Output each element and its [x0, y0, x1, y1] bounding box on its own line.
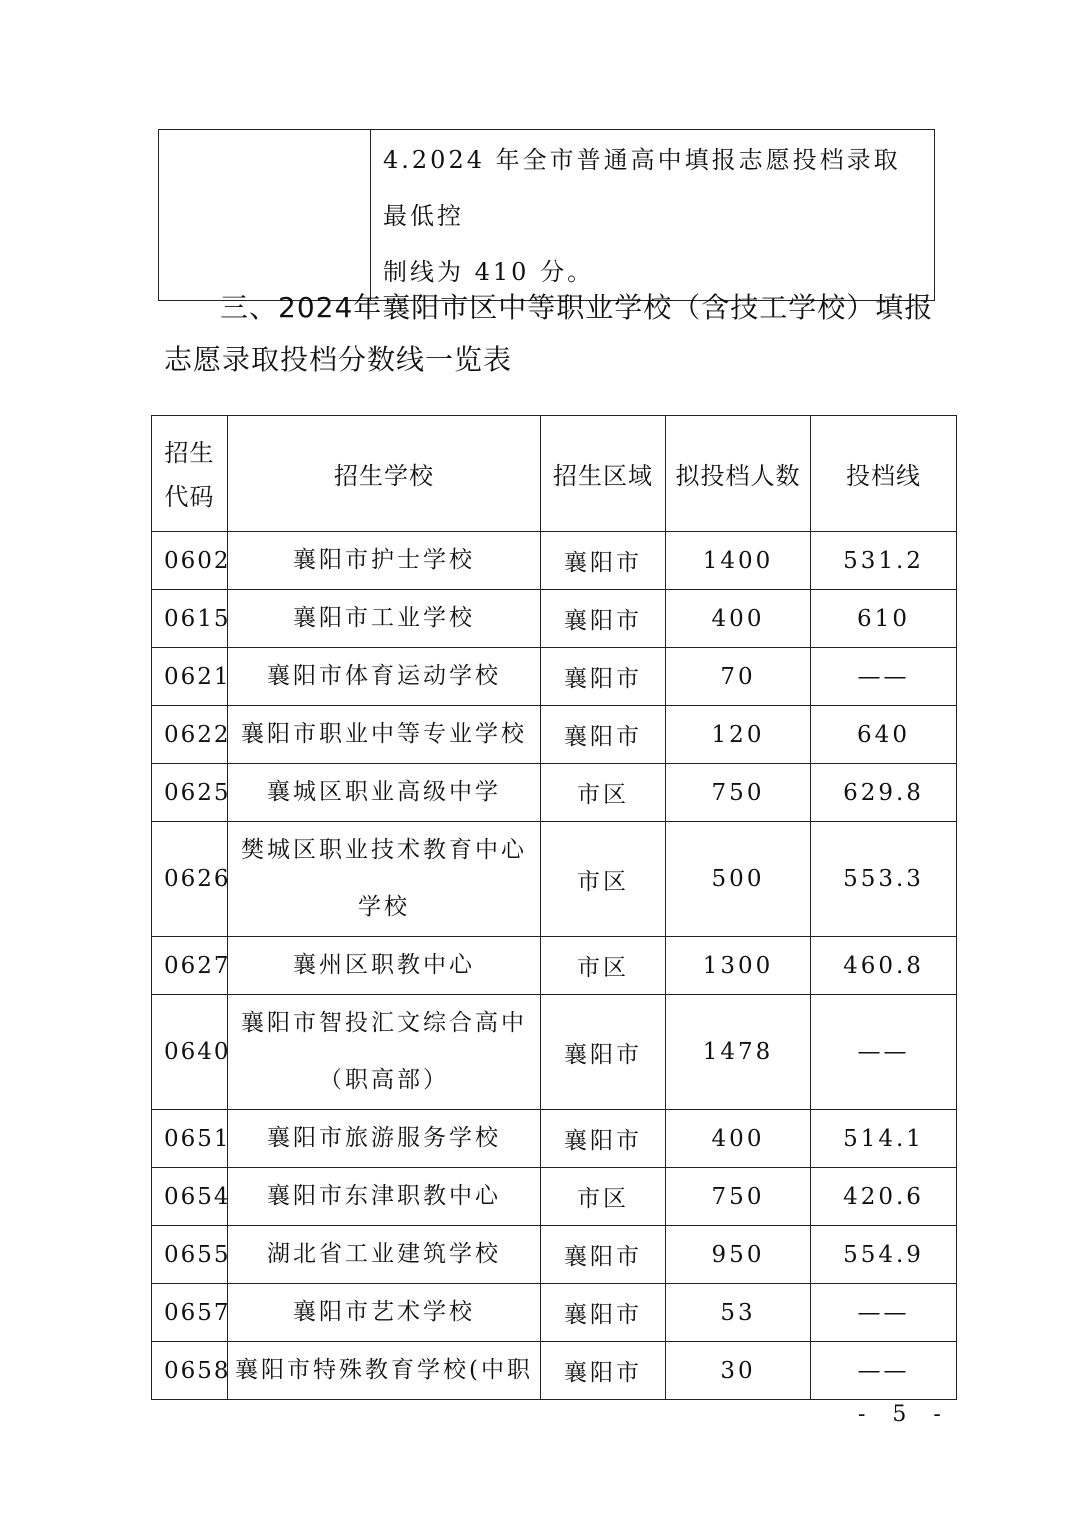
table-row: [152, 648, 957, 706]
continuation-table: [158, 129, 935, 301]
row-count: 1300: [666, 937, 811, 995]
table-row: [152, 937, 957, 995]
header-code-line-1: 招生: [164, 438, 215, 467]
row-line: ——: [811, 1284, 957, 1342]
row-school: [228, 532, 541, 590]
row-line: 629.8: [811, 764, 957, 822]
row-school-line-1: 襄阳市艺术学校: [293, 1299, 475, 1325]
row-school-line-2: （职高部）: [319, 1067, 449, 1093]
row-school: [228, 937, 541, 995]
row-count: 70: [666, 648, 811, 706]
page-number: - 5 -: [858, 1402, 951, 1427]
header-line: 投档线: [811, 416, 957, 532]
row-count: 400: [666, 1110, 811, 1168]
row-line: 610: [811, 590, 957, 648]
row-school: [228, 706, 541, 764]
continuation-note-cell: [371, 130, 935, 301]
section-heading: [164, 282, 934, 386]
header-code: [152, 416, 228, 532]
row-school: [228, 1284, 541, 1342]
row-count: 30: [666, 1342, 811, 1400]
row-count: 950: [666, 1226, 811, 1284]
row-code: 0622: [152, 706, 228, 764]
row-school-line-1: 襄阳市护士学校: [293, 547, 475, 573]
row-count: 1478: [666, 995, 811, 1110]
row-area: 市区: [541, 1168, 666, 1226]
row-count: 400: [666, 590, 811, 648]
row-school: [228, 1226, 541, 1284]
row-school-line-1: 襄阳市旅游服务学校: [267, 1125, 501, 1151]
header-code-line-2: 代码: [164, 482, 215, 511]
row-area: 襄阳市: [541, 1342, 666, 1400]
table-row: [152, 995, 957, 1110]
note-line-2: 制线为 410 分。: [383, 258, 595, 286]
row-code: 0654: [152, 1168, 228, 1226]
row-code: 0625: [152, 764, 228, 822]
row-code: 0615: [152, 590, 228, 648]
header-school: 招生学校: [228, 416, 541, 532]
row-school-line-1: 襄阳市东津职教中心: [267, 1183, 501, 1209]
row-area: 襄阳市: [541, 590, 666, 648]
row-school-line-1: 襄州区职教中心: [293, 952, 475, 978]
row-count: 500: [666, 822, 811, 937]
row-area: 襄阳市: [541, 648, 666, 706]
row-school-line-1: 襄阳市体育运动学校: [267, 663, 501, 689]
row-count: 53: [666, 1284, 811, 1342]
row-code: 0655: [152, 1226, 228, 1284]
row-school-line-1: 襄阳市特殊教育学校(中职: [235, 1357, 533, 1383]
row-school-line-1: 襄城区职业高级中学: [267, 779, 501, 805]
row-count: 750: [666, 1168, 811, 1226]
row-area: 市区: [541, 822, 666, 937]
table-row: [152, 1342, 957, 1400]
row-school-line-1: 樊城区职业技术教育中心: [241, 837, 527, 863]
row-school-line-1: 襄阳市工业学校: [293, 605, 475, 631]
row-area: 市区: [541, 764, 666, 822]
section-heading-line-1: 三、2024年襄阳市区中等职业学校（含技工学校）填报: [220, 291, 934, 324]
table-header-row: [152, 416, 957, 532]
row-count: 750: [666, 764, 811, 822]
row-area: 襄阳市: [541, 995, 666, 1110]
table-row: [152, 822, 957, 937]
row-line: ——: [811, 995, 957, 1110]
row-area: 襄阳市: [541, 1110, 666, 1168]
row-code: 0621: [152, 648, 228, 706]
row-line: 531.2: [811, 532, 957, 590]
row-line: ——: [811, 648, 957, 706]
row-line: 514.1: [811, 1110, 957, 1168]
row-line: 553.3: [811, 822, 957, 937]
table-row: [152, 532, 957, 590]
row-school: [228, 1168, 541, 1226]
row-area: 襄阳市: [541, 706, 666, 764]
row-area: 襄阳市: [541, 1226, 666, 1284]
row-school: [228, 822, 541, 937]
row-school: [228, 1110, 541, 1168]
row-code: 0651: [152, 1110, 228, 1168]
row-count: 1400: [666, 532, 811, 590]
row-area: 市区: [541, 937, 666, 995]
row-line: 554.9: [811, 1226, 957, 1284]
row-code: 0657: [152, 1284, 228, 1342]
note-line-1: 4.2024 年全市普通高中填报志愿投档录取最低控: [383, 146, 901, 230]
row-code: 0626: [152, 822, 228, 937]
table-row: [152, 590, 957, 648]
row-line: 420.6: [811, 1168, 957, 1226]
row-area: 襄阳市: [541, 532, 666, 590]
row-school: [228, 764, 541, 822]
row-school-line-1: 湖北省工业建筑学校: [267, 1241, 501, 1267]
row-school-line-1: 襄阳市智投汇文综合高中: [241, 1010, 527, 1036]
row-line: ——: [811, 1342, 957, 1400]
row-count: 120: [666, 706, 811, 764]
row-school-line-2: 学校: [358, 894, 410, 920]
admission-min-line-note: [371, 130, 934, 300]
row-area: 襄阳市: [541, 1284, 666, 1342]
row-school: [228, 995, 541, 1110]
row-code: 0640: [152, 995, 228, 1110]
header-count: 拟投档人数: [666, 416, 811, 532]
row-school: [228, 648, 541, 706]
vocational-school-score-table: [151, 415, 957, 1400]
continuation-empty-cell: [159, 130, 371, 301]
table-row: [152, 1284, 957, 1342]
row-school: [228, 1342, 541, 1400]
table-row: [152, 1110, 957, 1168]
row-line: 460.8: [811, 937, 957, 995]
row-code: 0602: [152, 532, 228, 590]
row-line: 640: [811, 706, 957, 764]
row-code: 0627: [152, 937, 228, 995]
table-row: [152, 706, 957, 764]
row-school: [228, 590, 541, 648]
table-row: [152, 764, 957, 822]
row-school-line-1: 襄阳市职业中等专业学校: [241, 721, 527, 747]
header-area: 招生区域: [541, 416, 666, 532]
section-heading-line-2: 志愿录取投档分数线一览表: [164, 343, 513, 376]
table-row: [152, 1168, 957, 1226]
row-code: 0658: [152, 1342, 228, 1400]
table-row: [152, 1226, 957, 1284]
